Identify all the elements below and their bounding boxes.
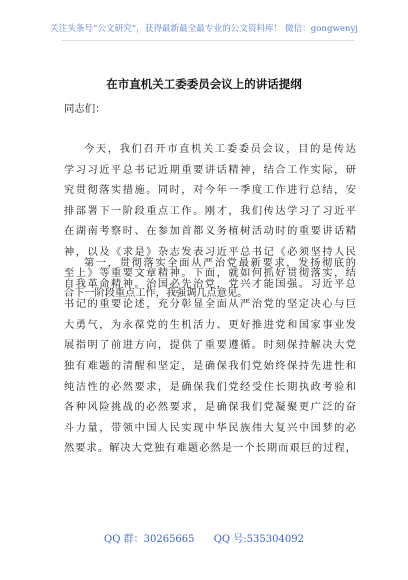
salutation: 同志们： <box>64 103 106 115</box>
footer-contacts <box>0 530 408 545</box>
paragraph-2 <box>64 254 356 460</box>
document-title: 在市直机关工委委员会议上的讲话提纲 <box>106 77 302 91</box>
paragraph-line: 然要求。解决大党独有难题必然是一个长期而艰巨的过程， <box>64 443 356 455</box>
paragraph-line: 在湖南考察时、在参加首都义务植树活动时的重要讲话精 <box>64 226 356 238</box>
qq-group: QQ 群：30265665 <box>104 534 195 545</box>
paragraph-line: 自我革命精神。治国必先治党，党兴才能国强。习近平总 <box>64 278 356 290</box>
paragraph-line: 展指明了前进方向，提供了重要遵循。时刻保持解决大党 <box>64 340 356 352</box>
paragraph-line: 今天，我们召开市直机关工委委员会议，目的是传达 <box>84 144 356 155</box>
paragraph-line: 独有难题的清醒和坚定，是确保我们党始终保持先进性和 <box>64 360 356 372</box>
paragraph-line: 书记的重要论述，充分彰显全面从严治党的坚定决心与巨 <box>64 299 356 311</box>
paragraph-line: 纯洁性的必然要求，是确保我们党经受住长期执政考验和 <box>64 381 356 393</box>
paragraph-line: 第一，贯彻落实全面从严治党最新要求，发扬彻底的 <box>84 258 356 269</box>
paragraph-line: 神，以及《求是》杂志发表习近平总书记《必须坚持人民 <box>64 246 356 258</box>
paragraph-line: 合下一阶段重点工作，我强调几点意见。 <box>64 288 248 300</box>
header-banner: 关注头条号“公文研究”，获得最新最全最专业的公文资料库！ 微信：gongwenyj <box>50 24 358 34</box>
paragraph-line: 大勇气，为永葆党的生机活力、更好推进党和国家事业发 <box>64 319 356 331</box>
paragraph-line: 究贯彻落实措施。同时，对今年一季度工作进行总结，安 <box>64 185 356 197</box>
qq-number: QQ 号:535304092 <box>213 534 304 545</box>
paragraph-line: 至上》等重要文章精神。下面，就如何抓好贯彻落实，结 <box>64 267 356 279</box>
paragraph-line: 排部署下一阶段重点工作。刚才，我们传达学习了习近平 <box>64 205 356 217</box>
paragraph-line: 各种风险挑战的必然要求，是确保我们党凝聚更广泛的奋 <box>64 402 356 414</box>
header-divider <box>62 40 354 41</box>
paragraph-line: 斗力量，带领中国人民实现中华民族伟大复兴中国梦的必 <box>64 422 356 434</box>
paragraph-line: 学习习近平总书记近期重要讲话精神，结合工作实际，研 <box>64 164 356 176</box>
